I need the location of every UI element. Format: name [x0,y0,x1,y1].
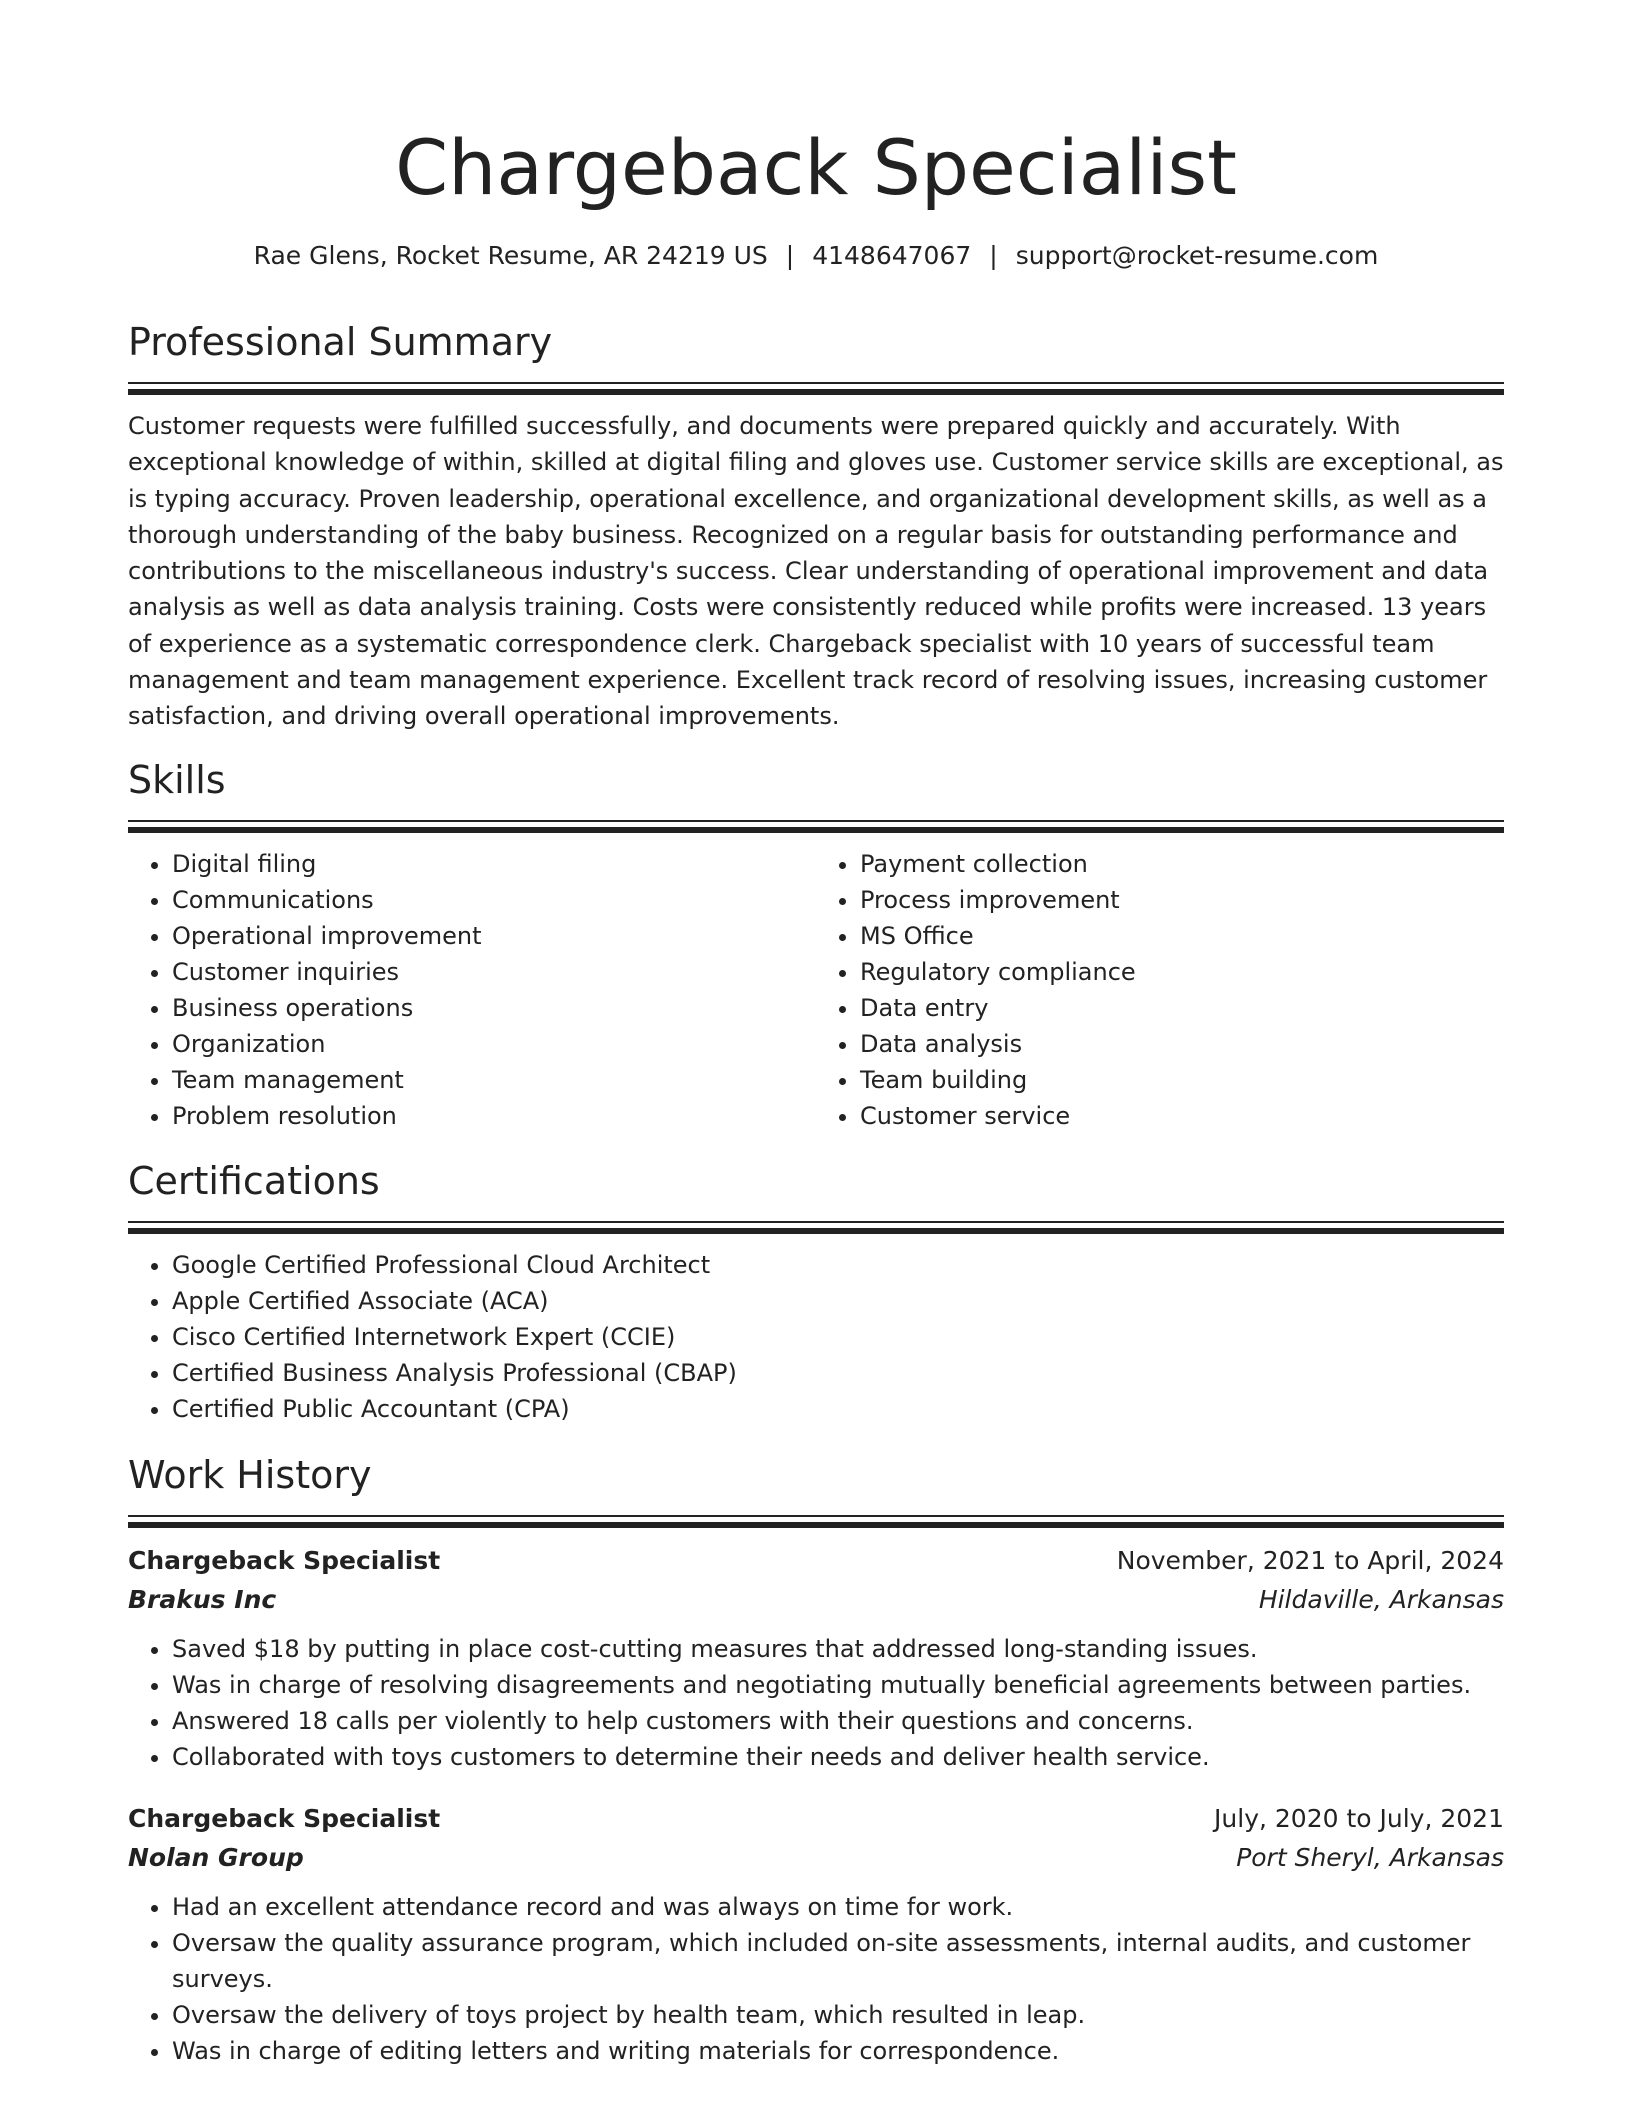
job-company-row [128,1580,1504,1619]
job-dates: November, 2021 to April, 2024 [1116,1546,1504,1575]
section-heading: Work History [128,1453,372,1497]
contact-separator: | [989,241,998,270]
job-title: Chargeback Specialist [128,1804,441,1833]
job-duties-list [128,1889,1504,2069]
contact-phone: 4148647067 [812,241,972,270]
skill-item: • Problem resolution [172,1098,816,1134]
skill-item: • Customer service [860,1098,1504,1134]
job-duty: • Answered 18 calls per violently to help customers with their questions and concerns. [172,1703,1504,1739]
skill-item: • Customer inquiries [172,954,816,990]
resume-title: Chargeback Specialist [395,123,1237,212]
section-divider [128,382,1504,394]
skills-columns [128,846,1504,1134]
section-heading: Certifications [128,1159,380,1203]
job-duty: • Collaborated with toys customers to determine their needs and deliver health service. [172,1739,1504,1775]
certifications-section [128,1155,1504,1427]
skill-item: • Digital filing [172,846,816,882]
contact-email: support@rocket-resume.com [1015,241,1379,270]
skills-list-left [128,846,816,1134]
certification-item: • Certified Business Analysis Professional (CBAP) [172,1355,1504,1391]
job-location: Hildaville, Arkansas [1258,1585,1504,1614]
job-dates: July, 2020 to July, 2021 [1214,1804,1504,1833]
certification-item: • Cisco Certified Internetwork Expert (CCIE) [172,1319,1504,1355]
skills-list-right [816,846,1504,1134]
skill-item: • Team management [172,1062,816,1098]
job-duty: • Was in charge of editing letters and writing materials for correspondence. [172,2033,1504,2069]
job-duty: • Oversaw the quality assurance program, which included on-site assessments, internal audits, and customer surveys. [172,1925,1504,1997]
job-company-row [128,1838,1504,1877]
section-divider [128,820,1504,832]
contact-separator: | [785,241,795,270]
section-heading: Skills [128,758,226,802]
skill-item: • Regulatory compliance [860,954,1504,990]
skill-item: • Payment collection [860,846,1504,882]
skills-section [128,754,1504,1134]
job-header-row [128,1541,1504,1580]
job-duties-list [128,1631,1504,1775]
job-company: Brakus Inc [128,1585,277,1614]
section-heading: Professional Summary [128,320,553,364]
section-divider [128,1515,1504,1527]
skill-item: • Operational improvement [172,918,816,954]
certification-item: • Google Certified Professional Cloud Architect [172,1247,1504,1283]
job-title: Chargeback Specialist [128,1546,441,1575]
skill-item: • Business operations [172,990,816,1026]
job-duty: • Had an excellent attendance record and was always on time for work. [172,1889,1504,1925]
job-duty: • Oversaw the delivery of toys project by health team, which resulted in leap. [172,1997,1504,2033]
skill-item: • Communications [172,882,816,918]
job-location: Port Sheryl, Arkansas [1236,1843,1504,1872]
skill-item: • Team building [860,1062,1504,1098]
summary-section [128,316,1504,735]
job-entry [128,1799,1504,2069]
skill-item: • Data analysis [860,1026,1504,1062]
certification-item: • Apple Certified Associate (ACA) [172,1283,1504,1319]
job-duty: • Saved $18 by putting in place cost-cutting measures that addressed long-standing issues. [172,1631,1504,1667]
job-entry [128,1541,1504,1775]
job-duty: • Was in charge of resolving disagreements and negotiating mutually beneficial agreements between parties. [172,1667,1504,1703]
skill-item: • Data entry [860,990,1504,1026]
job-company: Nolan Group [128,1843,304,1872]
job-header-row [128,1799,1504,1838]
contact-address: Rae Glens, Rocket Resume, AR 24219 US [253,241,768,270]
certifications-list [128,1247,1504,1427]
skill-item: • Organization [172,1026,816,1062]
summary-text: Customer requests were fulfilled successfully, and documents were prepared quickly and accurately. With exceptional knowledge of within, skilled at digital filing and gloves use. Customer service skills are exceptional, as is typing accuracy. Proven leadership, operational excellence, and organizational development skills, as well as a thorough understanding of the baby business. Recognized on a regular basis for outstanding performance and contributions to the miscellaneous industry's success. Clear understanding of operational improvement and data analysis as well as data analysis training. Costs were consistently reduced while profits were increased. 13 years of experience as a systematic correspondence clerk. Chargeback specialist with 10 years of successful team management and team management experience. Excellent track record of resolving issues, increasing customer satisfaction, and driving overall operational improvements. [128,412,1504,731]
contact-line [0,236,1632,276]
certification-item: • Certified Public Accountant (CPA) [172,1391,1504,1427]
skill-item: • MS Office [860,918,1504,954]
work-history-section [128,1449,1504,2069]
section-divider [128,1221,1504,1233]
skill-item: • Process improvement [860,882,1504,918]
